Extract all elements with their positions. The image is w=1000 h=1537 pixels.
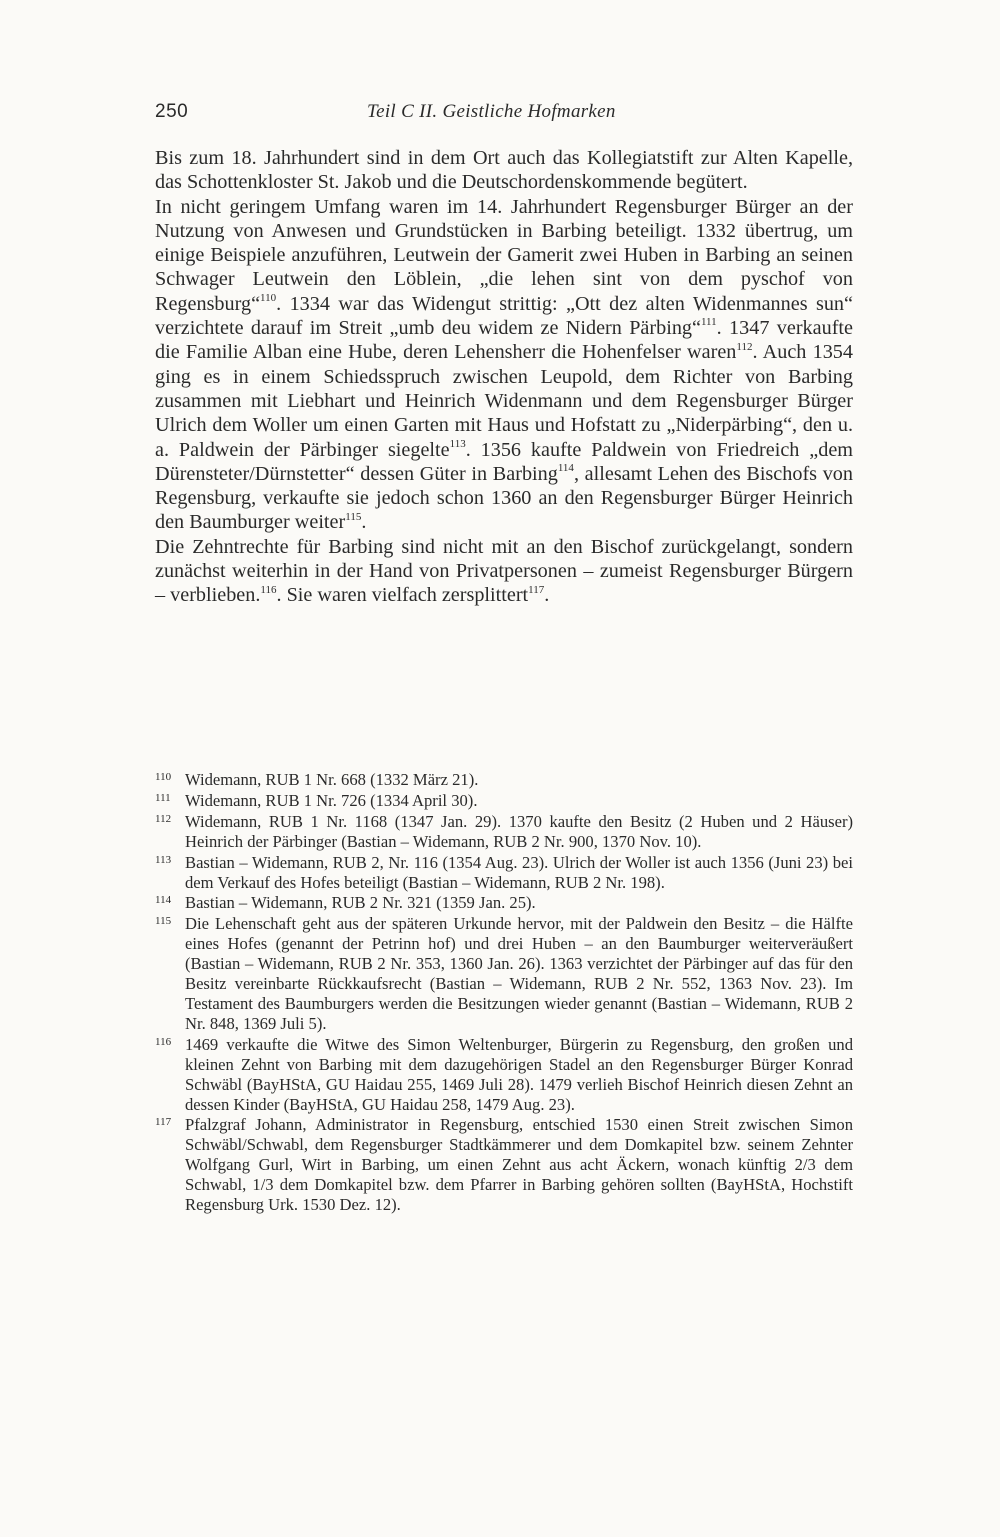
text-segment: Die Zehntrechte für Barbing sind nicht mit an den Bischof zurückgelangt, sondern zunächst weiterhin in der Hand von Privatpersonen – zumeist Regensburger Bürgern – verblieben. (155, 535, 853, 607)
footnote (155, 893, 853, 913)
footnote-text: Bastian – Widemann, RUB 2, Nr. 116 (1354 Aug. 23). Ulrich der Woller ist auch 1356 (Juni 23) bei dem Verkauf des Hofes beteiligt (Bastian – Widemann, RUB 2 Nr. 198). (185, 852, 853, 892)
footnote-ref[interactable]: 117 (528, 583, 545, 596)
footnote-number: 111 (155, 791, 171, 804)
text-segment: , allesamt Lehen des Bischofs von Regensburg, verkaufte sie jedoch schon 1360 an den Regensburger Bürger Heinrich den Baumburger weiter (155, 462, 853, 534)
footnote-number: 117 (155, 1116, 172, 1129)
footnote (155, 1115, 853, 1215)
footnote-number: 112 (155, 812, 172, 825)
text-segment: . 1334 war das Widengut strittig: „Ott dez alten Widenmannes sun“ verzichtete darauf im Streit „umb deu widem ze Nidern Pärbing“ (155, 292, 853, 340)
footnote-text: Die Lehenschaft geht aus der späteren Urkunde hervor, mit der Paldwein den Besitz – die Hälfte eines Hofes (genannt der Petrinn hof) und drei Huben – an den Baumburger weiterveräußert (Bastian – Widemann, RUB 2 Nr. 353, 1360 Jan. 26). 1363 verzichtet der Pärbinger auf das für den Besitz vereinbarte Rückkaufsrecht (Bastian – Widemann, RUB 2 Nr. 552, 1363 Nov. 23). Im Testament des Baumburgers werden die Besitzungen wieder genannt (Bastian – Widemann, RUB 2 Nr. 848, 1369 Juli 5). (185, 914, 853, 1033)
paragraph-1 (155, 146, 853, 195)
text-segment: . (361, 511, 367, 534)
footnote (155, 1035, 853, 1115)
footnote-text: 1469 verkaufte die Witwe des Simon Weltenburger, Bürgerin zu Regensburg, den großen und kleinen Zehnt von Barbing mit dem dazugehörigen Stadel an den Regensburger Bürger Konrad Schwäbl (BayHStA, GU Haidau 255, 1469 Juli 28). 1479 verlieh Bischof Heinrich diesen Zehnt an dessen Kinder (BayHStA, GU Haidau 258, 1479 Aug. 23). (185, 1034, 853, 1114)
footnote-text: Widemann, RUB 1 Nr. 1168 (1347 Jan. 29). 1370 kaufte den Besitz (2 Huben und 2 Häuser) Heinrich der Pärbinger (Bastian – Widemann, RUB 2 Nr. 900, 1370 Nov. 10). (185, 811, 853, 851)
text-segment: . Sie waren vielfach zersplittert (276, 584, 529, 607)
footnote-number: 110 (155, 771, 172, 783)
footnote-text: Bastian – Widemann, RUB 2 Nr. 321 (1359 Jan. 25). (185, 893, 536, 913)
footnote-ref[interactable]: 111 (700, 316, 717, 329)
text-segment: . Auch 1354 ging es in einem Schiedsspruch zwischen Leupold, dem Richter von Barbing zusammen mit Liebhart und Heinrich Widenmann und dem Regensburger Bürger Ulrich dem Woller um einen Garten mit Haus und Hofstatt zu „Niderpärbing“, den u. a. Paldwein der Pärbinger siegelte (155, 341, 853, 461)
paragraph-1-text: Bis zum 18. Jahrhundert sind in dem Ort auch das Kollegiatstift zur Alten Kapelle, das Schottenkloster St. Jakob und die Deutschordenskommende begütert. (155, 147, 853, 194)
text-segment: . 1356 kaufte Paldwein von Friedreich „dem Dürensteter/Dürnstetter“ dessen Güter in Barbing (155, 438, 854, 485)
footnote-ref[interactable]: 114 (557, 462, 574, 475)
text-segment: . (544, 584, 550, 607)
footnote (155, 791, 853, 811)
footnote-number: 116 (155, 1035, 172, 1048)
text-segment: In nicht geringem Umfang waren im 14. Jahrhundert Regensburger Bürger an der Nutzung von Anwesen und Grundstücken in Barbing beteiligt. 1332 übertrug, um einige Beispiele anzuführen, Leutwein der Gamerit zwei Huben in Barbing an seinen Schwager Leutwein den Löblein, „die lehen sint von dem pyschof von Regensburg“ (155, 195, 853, 315)
footnotes (155, 770, 853, 1216)
footnote-ref[interactable]: 110 (260, 292, 277, 305)
page-header (155, 101, 855, 129)
footnote-ref[interactable]: 116 (260, 583, 277, 596)
footnote (155, 914, 853, 1033)
text-segment: . 1347 verkaufte die Familie Alban eine Hube, deren Lehensherr die Hohenfelser waren (155, 317, 853, 364)
footnote (155, 812, 853, 852)
main-text (155, 146, 853, 608)
footnote-ref[interactable]: 115 (345, 510, 362, 523)
footnote-text: Pfalzgraf Johann, Administrator in Regensburg, entschied 1530 einen Streit zwischen Simon Schwäbl/Schwabl, dem Regensburger Stadtkämmerer und dem Domkapitel bzw. seinem Zehnter Wolfgang Gurl, Wirt in Barbing, um einen Zehnt aus acht Äckern, wonach künftig 2/3 dem Schwabl, 1/3 dem Domkapitel bzw. dem Pfarrer in Barbing gehören sollten (BayHStA, Hochstift Regensburg Urk. 1530 Dez. 12). (185, 1115, 853, 1215)
footnote-ref[interactable]: 113 (449, 437, 466, 450)
footnote-text: Widemann, RUB 1 Nr. 668 (1332 März 21). (185, 770, 479, 789)
footnote (155, 853, 853, 893)
footnote-ref[interactable]: 112 (736, 340, 753, 353)
footnote-number: 113 (155, 853, 172, 866)
footnote-number: 114 (155, 894, 172, 907)
footnote-number: 115 (155, 915, 172, 928)
footnote (155, 770, 853, 790)
paragraph-3 (155, 535, 853, 608)
paragraph-2 (155, 195, 853, 535)
running-head: Teil C II. Geistliche Hofmarken (367, 101, 616, 122)
page-number: 250 (155, 101, 189, 122)
footnote-text: Widemann, RUB 1 Nr. 726 (1334 April 30). (185, 790, 478, 810)
